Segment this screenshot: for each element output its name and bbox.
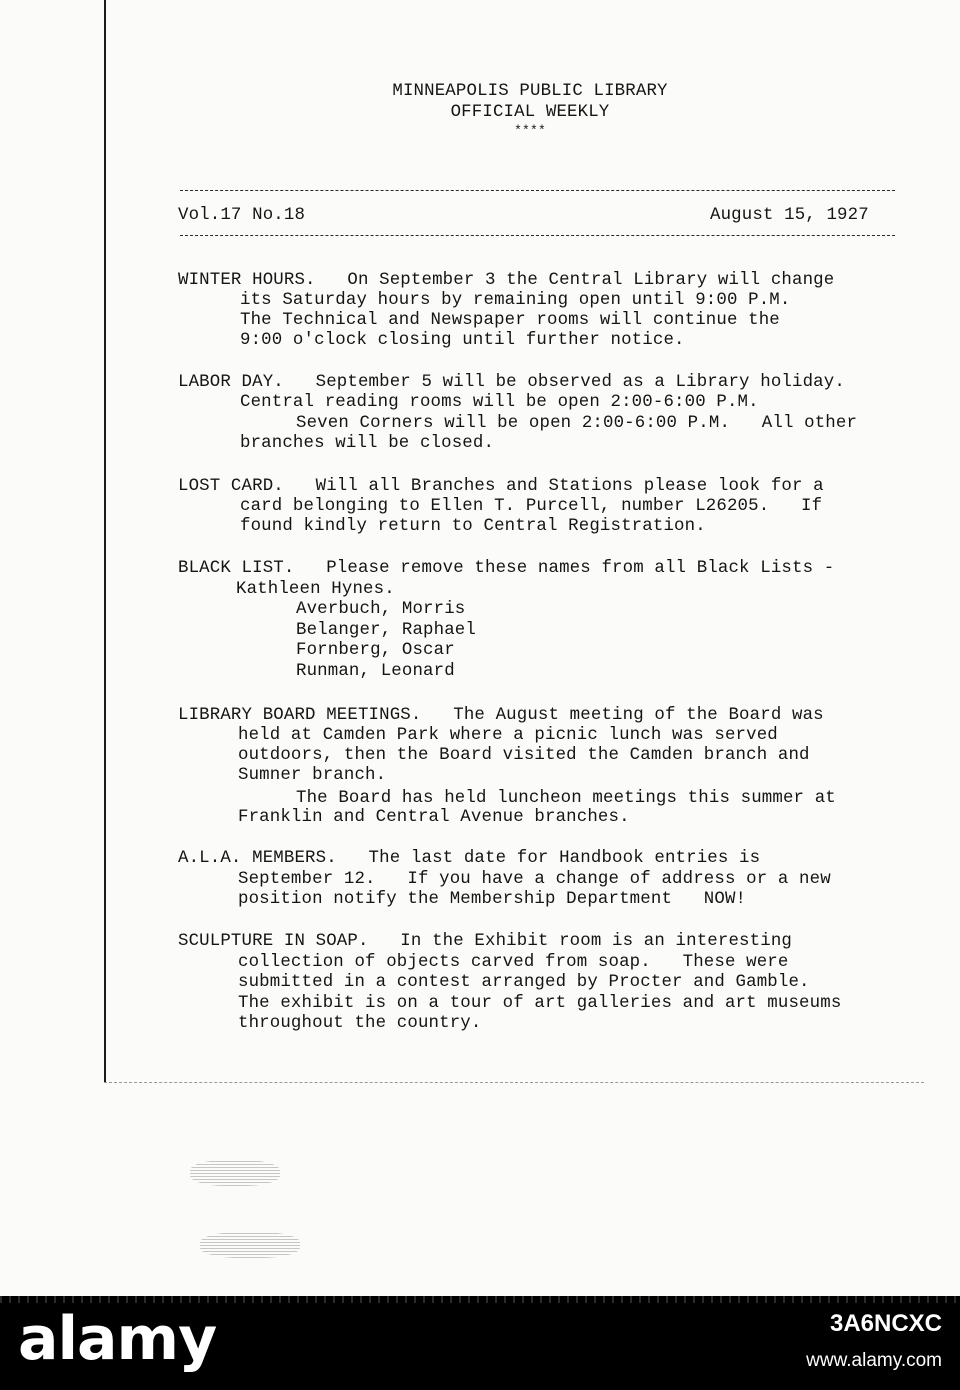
title-stars: **** xyxy=(514,123,546,138)
library-name: MINNEAPOLIS PUBLIC LIBRARY xyxy=(392,82,668,101)
black-list-name: Belanger, Raphael xyxy=(296,621,476,640)
notice-line: BLACK LIST. Please remove these names from all Black Lists - xyxy=(178,559,835,578)
notice-line: A.L.A. MEMBERS. The last date for Handbook entries is xyxy=(178,849,761,868)
alamy-logo: alamy xyxy=(18,1304,217,1374)
notice-line: throughout the country. xyxy=(238,1014,482,1033)
notice-line: 9:00 o'clock closing until further notice. xyxy=(240,331,685,350)
black-list-name: Fornberg, Oscar xyxy=(296,641,455,660)
watermark-banner xyxy=(0,1296,960,1390)
notice-line: Seven Corners will be open 2:00-6:00 P.M. All other xyxy=(296,414,858,433)
notice-line: Franklin and Central Avenue branches. xyxy=(238,808,630,827)
notice-line: branches will be closed. xyxy=(240,434,495,453)
notice-line: submitted in a contest arranged by Procter and Gamble. xyxy=(238,973,810,992)
notice-line: card belonging to Ellen T. Purcell, number L26205. If xyxy=(240,497,823,516)
notice-line: Kathleen Hynes. xyxy=(236,580,395,599)
black-list-name: Runman, Leonard xyxy=(296,662,455,681)
issue-date: August 15, 1927 xyxy=(710,206,869,225)
black-list-name: Averbuch, Morris xyxy=(296,600,466,619)
notice-line: Central reading rooms will be open 2:00-6:00 P.M. xyxy=(240,393,759,412)
notice-line: September 12. If you have a change of address or a new xyxy=(238,870,831,889)
notice-line: outdoors, then the Board visited the Camden branch and xyxy=(238,746,810,765)
notice-line: LABOR DAY. September 5 will be observed as a Library holiday. xyxy=(178,373,845,392)
notice-line: Sumner branch. xyxy=(238,766,387,785)
notice-line: The Technical and Newspaper rooms will continue the xyxy=(240,311,780,330)
notice-line: WINTER HOURS. On September 3 the Central Library will change xyxy=(178,271,835,290)
publication-title: OFFICIAL WEEKLY xyxy=(450,103,610,122)
volume-number: Vol.17 No.18 xyxy=(178,206,306,225)
bottom-rule xyxy=(104,1082,924,1083)
notice-line: The exhibit is on a tour of art galleries and art museums xyxy=(238,994,842,1013)
notice-line: held at Camden Park where a picnic lunch was served xyxy=(238,726,778,745)
watermark-url: www.alamy.com xyxy=(806,1350,942,1371)
notice-line: SCULPTURE IN SOAP. In the Exhibit room is an interesting xyxy=(178,932,792,951)
margin-rule xyxy=(104,0,106,1082)
ink-smudge xyxy=(200,1232,300,1258)
header-divider-bottom xyxy=(180,235,895,236)
notice-line: LOST CARD. Will all Branches and Stations please look for a xyxy=(178,477,824,496)
notice-line: LIBRARY BOARD MEETINGS. The August meeting of the Board was xyxy=(178,706,824,725)
notice-line: its Saturday hours by remaining open until 9:00 P.M. xyxy=(240,291,791,310)
ink-smudge xyxy=(190,1160,280,1186)
notice-line: position notify the Membership Department NOW! xyxy=(238,890,747,909)
notice-line: collection of objects carved from soap. These were xyxy=(238,953,789,972)
image-id: 3A6NCXC xyxy=(829,1310,942,1337)
banner-strip xyxy=(0,1296,960,1303)
header-divider-top xyxy=(180,190,895,191)
notice-line: The Board has held luncheon meetings this summer at xyxy=(296,789,836,808)
notice-line: found kindly return to Central Registration. xyxy=(240,517,706,536)
